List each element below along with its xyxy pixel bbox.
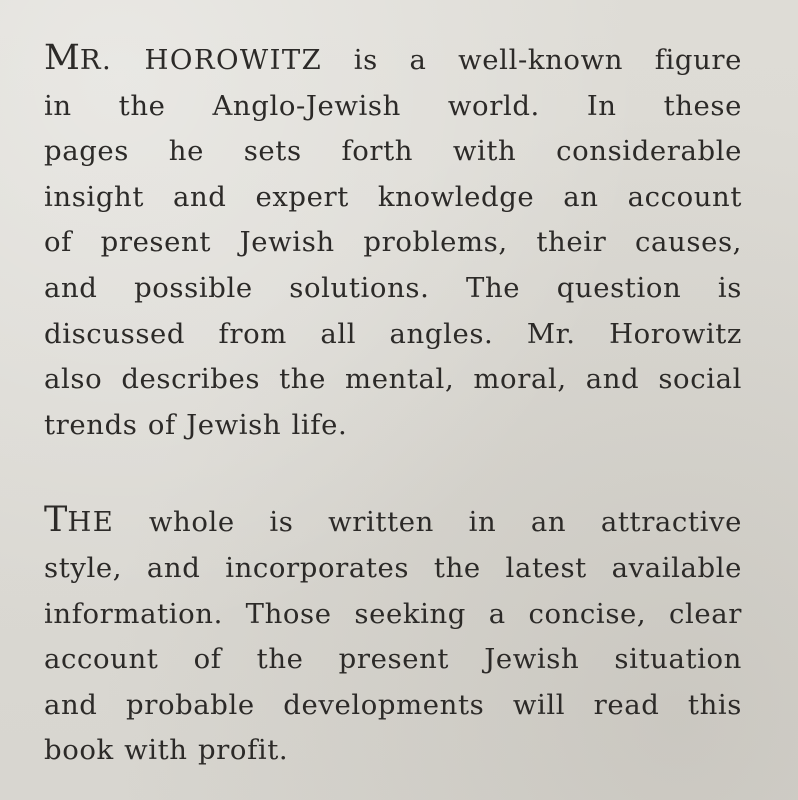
paragraph-1 <box>44 38 742 448</box>
paragraph-1-lead-letter: M <box>44 38 80 78</box>
paragraph-1-line-5: of present Jewish problems, their causes, <box>44 226 742 259</box>
paragraph-2-line-1 <box>44 500 742 546</box>
paragraph-2-line-4: account of the present Jewish situation <box>44 643 742 676</box>
paragraph-1-line-2: in the Anglo-Jewish world. In these <box>44 89 742 122</box>
paragraph-1-line-4: insight and expert knowledge an account <box>44 180 742 213</box>
paragraph-2 <box>44 500 742 774</box>
paragraph-1-line-1 <box>44 38 742 84</box>
paragraph-2-line-2: style, and incorporates the latest available <box>44 551 742 584</box>
paragraph-2-lead-words: HE <box>67 506 115 539</box>
paragraph-2-line-1-text: whole is written in an attractive <box>114 506 742 539</box>
paragraph-2-lead-letter: T <box>44 500 68 541</box>
paragraph-1-line-1-text: is a well-known figure <box>322 44 743 76</box>
paragraph-1-line-6: and possible solutions. The question is <box>44 271 742 304</box>
paragraph-1-line-8: also describes the mental, moral, and social <box>44 363 742 396</box>
paragraph-1-line-3: pages he sets forth with considerable <box>44 135 742 168</box>
paragraph-1-line-9: trends of Jewish life. <box>44 408 348 441</box>
paragraph-2-line-3: information. Those seeking a concise, clear <box>44 597 742 630</box>
paragraph-2-line-5: and probable developments will read this <box>44 688 742 721</box>
paragraph-1-lead-words: R. HOROWITZ <box>79 44 323 76</box>
paragraph-2-line-6: book with profit. <box>44 734 289 767</box>
paragraph-1-line-7: discussed from all angles. Mr. Horowitz <box>44 317 742 350</box>
